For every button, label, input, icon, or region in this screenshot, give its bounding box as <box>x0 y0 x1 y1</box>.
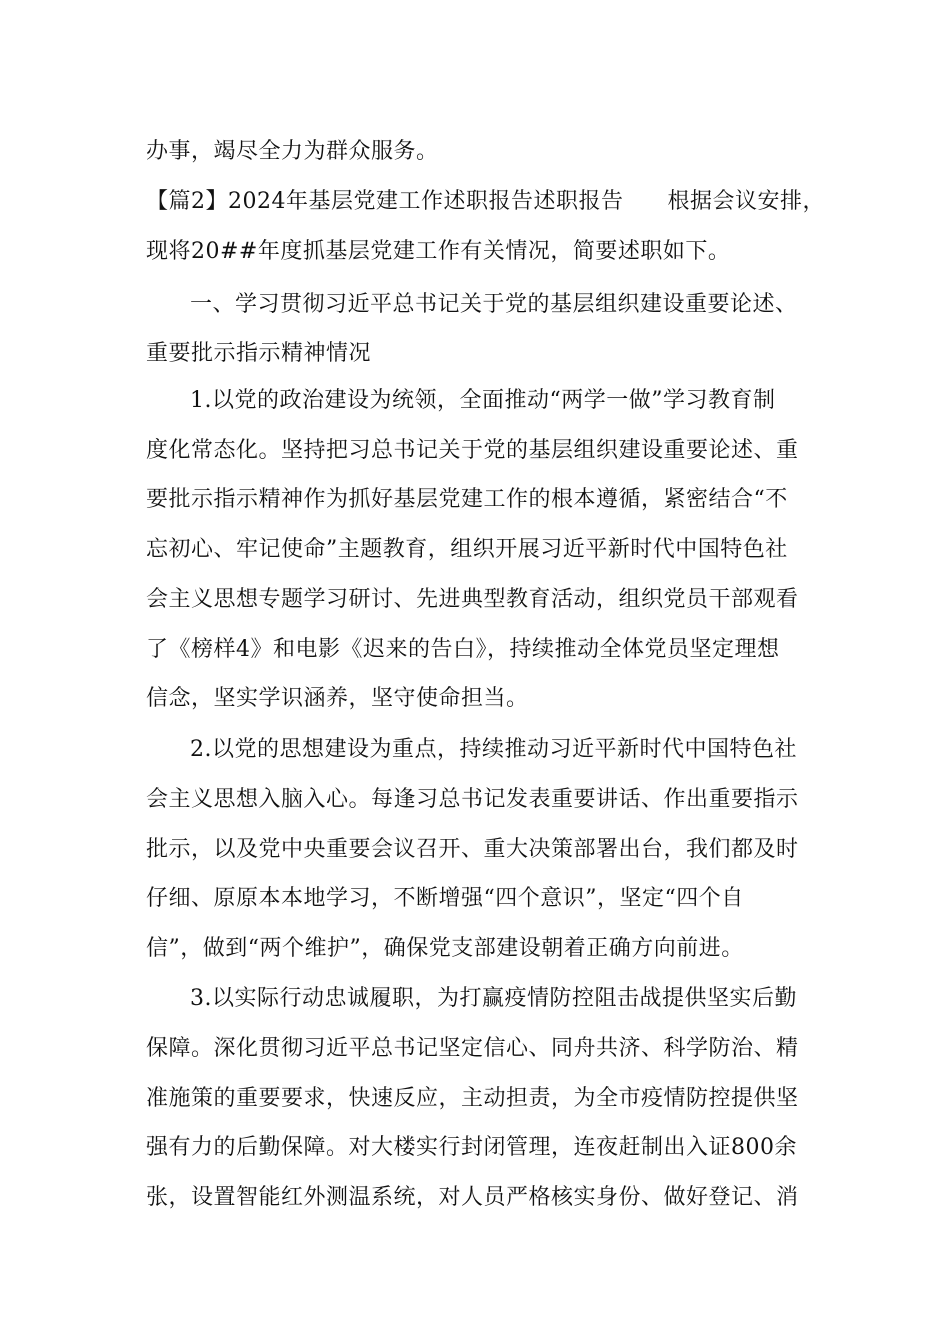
paragraph-line: 批示，以及党中央重要会议召开、重大决策部署出台，我们都及时 <box>146 837 799 862</box>
paragraph-line: 2.以党的思想建设为重点，持续推动习近平新时代中国特色社 <box>190 737 797 762</box>
paragraph-line: 要批示指示精神作为抓好基层党建工作的根本遵循，紧密结合“不 <box>146 487 788 512</box>
paragraph-line: 准施策的重要要求，快速反应，主动担责，为全市疫情防控提供坚 <box>146 1086 799 1111</box>
paragraph-line: 了《榜样4》和电影《迟来的告白》，持续推动全体党员坚定理想 <box>146 637 780 662</box>
subheading-line: 重要批示指示精神情况 <box>146 341 372 366</box>
paragraph-line: 信”，做到“两个维护”，确保党支部建设朝着正确方向前进。 <box>146 936 744 961</box>
paragraph-line: 忘初心、牢记使命”主题教育，组织开展习近平新时代中国特色社 <box>146 537 788 562</box>
paragraph-line: 1.以党的政治建设为统领，全面推动“两学一做”学习教育制 <box>190 388 776 413</box>
paragraph-line: 会主义思想专题学习研讨、先进典型教育活动，组织党员干部观看 <box>146 587 799 612</box>
subheading-line: 一、学习贯彻习近平总书记关于党的基层组织建设重要论述、 <box>190 292 798 317</box>
paragraph-line: 保障。深化贯彻习近平总书记坚定信心、同舟共济、科学防治、精 <box>146 1036 799 1061</box>
paragraph-line: 信念，坚实学识涵养，坚守使命担当。 <box>146 686 529 711</box>
paragraph-line: 张，设置智能红外测温系统，对人员严格核实身份、做好登记、消 <box>146 1185 799 1210</box>
paragraph-line: 强有力的后勤保障。对大楼实行封闭管理，连夜赶制出入证800余 <box>146 1135 797 1160</box>
paragraph-line: 会主义思想入脑入心。每逢习总书记发表重要讲话、作出重要指示 <box>146 787 799 812</box>
paragraph-line: 仔细、原原本本地学习，不断增强“四个意识”，坚定“四个自 <box>146 886 744 911</box>
section-title: 【篇2】2024年基层党建工作述职报告述职报告 <box>146 189 624 214</box>
section-heading-line <box>146 188 825 216</box>
text-line: 现将20##年度抓基层党建工作有关情况，简要述职如下。 <box>146 239 731 264</box>
text-segment: 根据会议安排， <box>667 189 826 214</box>
text-line: 办事，竭尽全力为群众服务。 <box>146 139 439 164</box>
paragraph-line: 3.以实际行动忠诚履职，为打赢疫情防控阻击战提供坚实后勤 <box>190 986 797 1011</box>
paragraph-line: 度化常态化。坚持把习总书记关于党的基层组织建设重要论述、重 <box>146 438 799 463</box>
